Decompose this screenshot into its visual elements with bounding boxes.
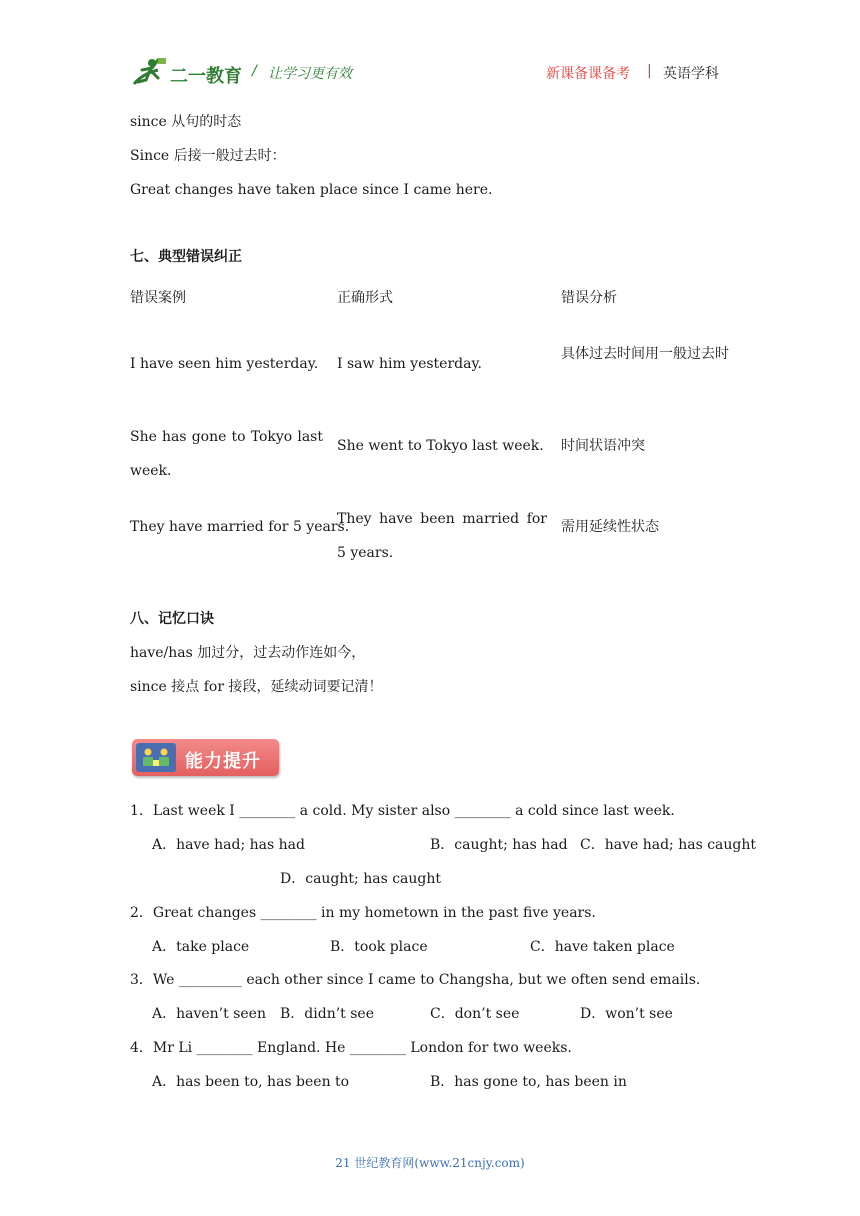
table-cell-correct: She went to Tokyo last week.: [337, 438, 544, 454]
question-option: B．caught; has had: [430, 837, 568, 853]
section-title-errors: 七、典型错误纠正: [130, 249, 242, 265]
question-stem: 4．Mr Li ________ England. He ________ London for two weeks.: [130, 1040, 572, 1056]
table-header-wrong: 错误案例: [130, 290, 186, 306]
header-divider: |: [647, 63, 652, 79]
question-option: B．has gone to, has been in: [430, 1074, 627, 1090]
header-separator: /: [252, 63, 257, 79]
table-cell-analysis: 具体过去时间用一般过去时: [561, 346, 729, 362]
question-option: A．take place: [152, 939, 250, 955]
question-option: C．don’t see: [430, 1006, 520, 1022]
table-cell-wrong: I have seen him yesterday.: [130, 356, 319, 372]
question-option: B．took place: [330, 939, 428, 955]
header-right-tag: 新课备课备考: [546, 66, 630, 82]
table-cell-correct: They have been married for 5 years.: [337, 511, 547, 561]
ability-banner: [132, 739, 279, 776]
question-option: C．have taken place: [530, 939, 675, 955]
table-cell-correct-wrapped: [337, 502, 547, 570]
question-stem: 1．Last week I ________ a cold. My sister also ________ a cold since last week.: [130, 803, 675, 819]
logo-runner-icon: [128, 56, 170, 88]
question-stem: 2．Great changes ________ in my hometown in the past five years.: [130, 905, 596, 921]
section-title-memory: 八、记忆口诀: [130, 611, 214, 627]
table-cell-wrong-wrapped: [130, 420, 323, 488]
banner-icon-box: [136, 743, 176, 772]
table-cell-analysis: 时间状语冲突: [561, 438, 645, 454]
since-example: Great changes have taken place since I came here.: [130, 182, 493, 198]
question-option: D．caught; has caught: [280, 871, 442, 887]
since-line-2: Since 后接一般过去时：: [130, 148, 286, 164]
memory-line-2: since 接点 for 接段，延续动词要记清！: [130, 679, 383, 695]
header-subject: 英语学科: [663, 66, 719, 82]
since-line-1: since 从句的时态: [130, 114, 242, 130]
question-option: D．won’t see: [580, 1006, 673, 1022]
question-option: A．have had; has had: [152, 837, 305, 853]
header-slogan: 让学习更有效: [268, 66, 352, 82]
memory-line-1: have/has 加过分，过去动作连如今，: [130, 645, 366, 661]
table-cell-analysis: 需用延续性状态: [561, 519, 659, 535]
footer-link[interactable]: 21 世纪教育网(www.21cnjy.com): [335, 1156, 525, 1170]
header: [128, 56, 728, 90]
table-cell-correct: I saw him yesterday.: [337, 356, 482, 372]
table-cell-wrong: She has gone to Tokyo last week.: [130, 429, 323, 479]
table-cell-wrong: They have married for 5 years.: [130, 519, 350, 535]
question-option: A．has been to, has been to: [152, 1074, 350, 1090]
logo-text: 二一教育: [170, 66, 242, 87]
question-option: A．haven’t seen: [152, 1006, 266, 1022]
table-header-analysis: 错误分析: [561, 290, 617, 306]
people-icon: [140, 746, 172, 768]
question-option: C．have had; has caught: [580, 837, 757, 853]
question-stem: 3．We _________ each other since I came to Changsha, but we often send emails.: [130, 972, 701, 988]
question-option: B．didn’t see: [280, 1006, 374, 1022]
banner-label: 能力提升: [185, 751, 261, 772]
table-header-correct: 正确形式: [337, 290, 393, 306]
